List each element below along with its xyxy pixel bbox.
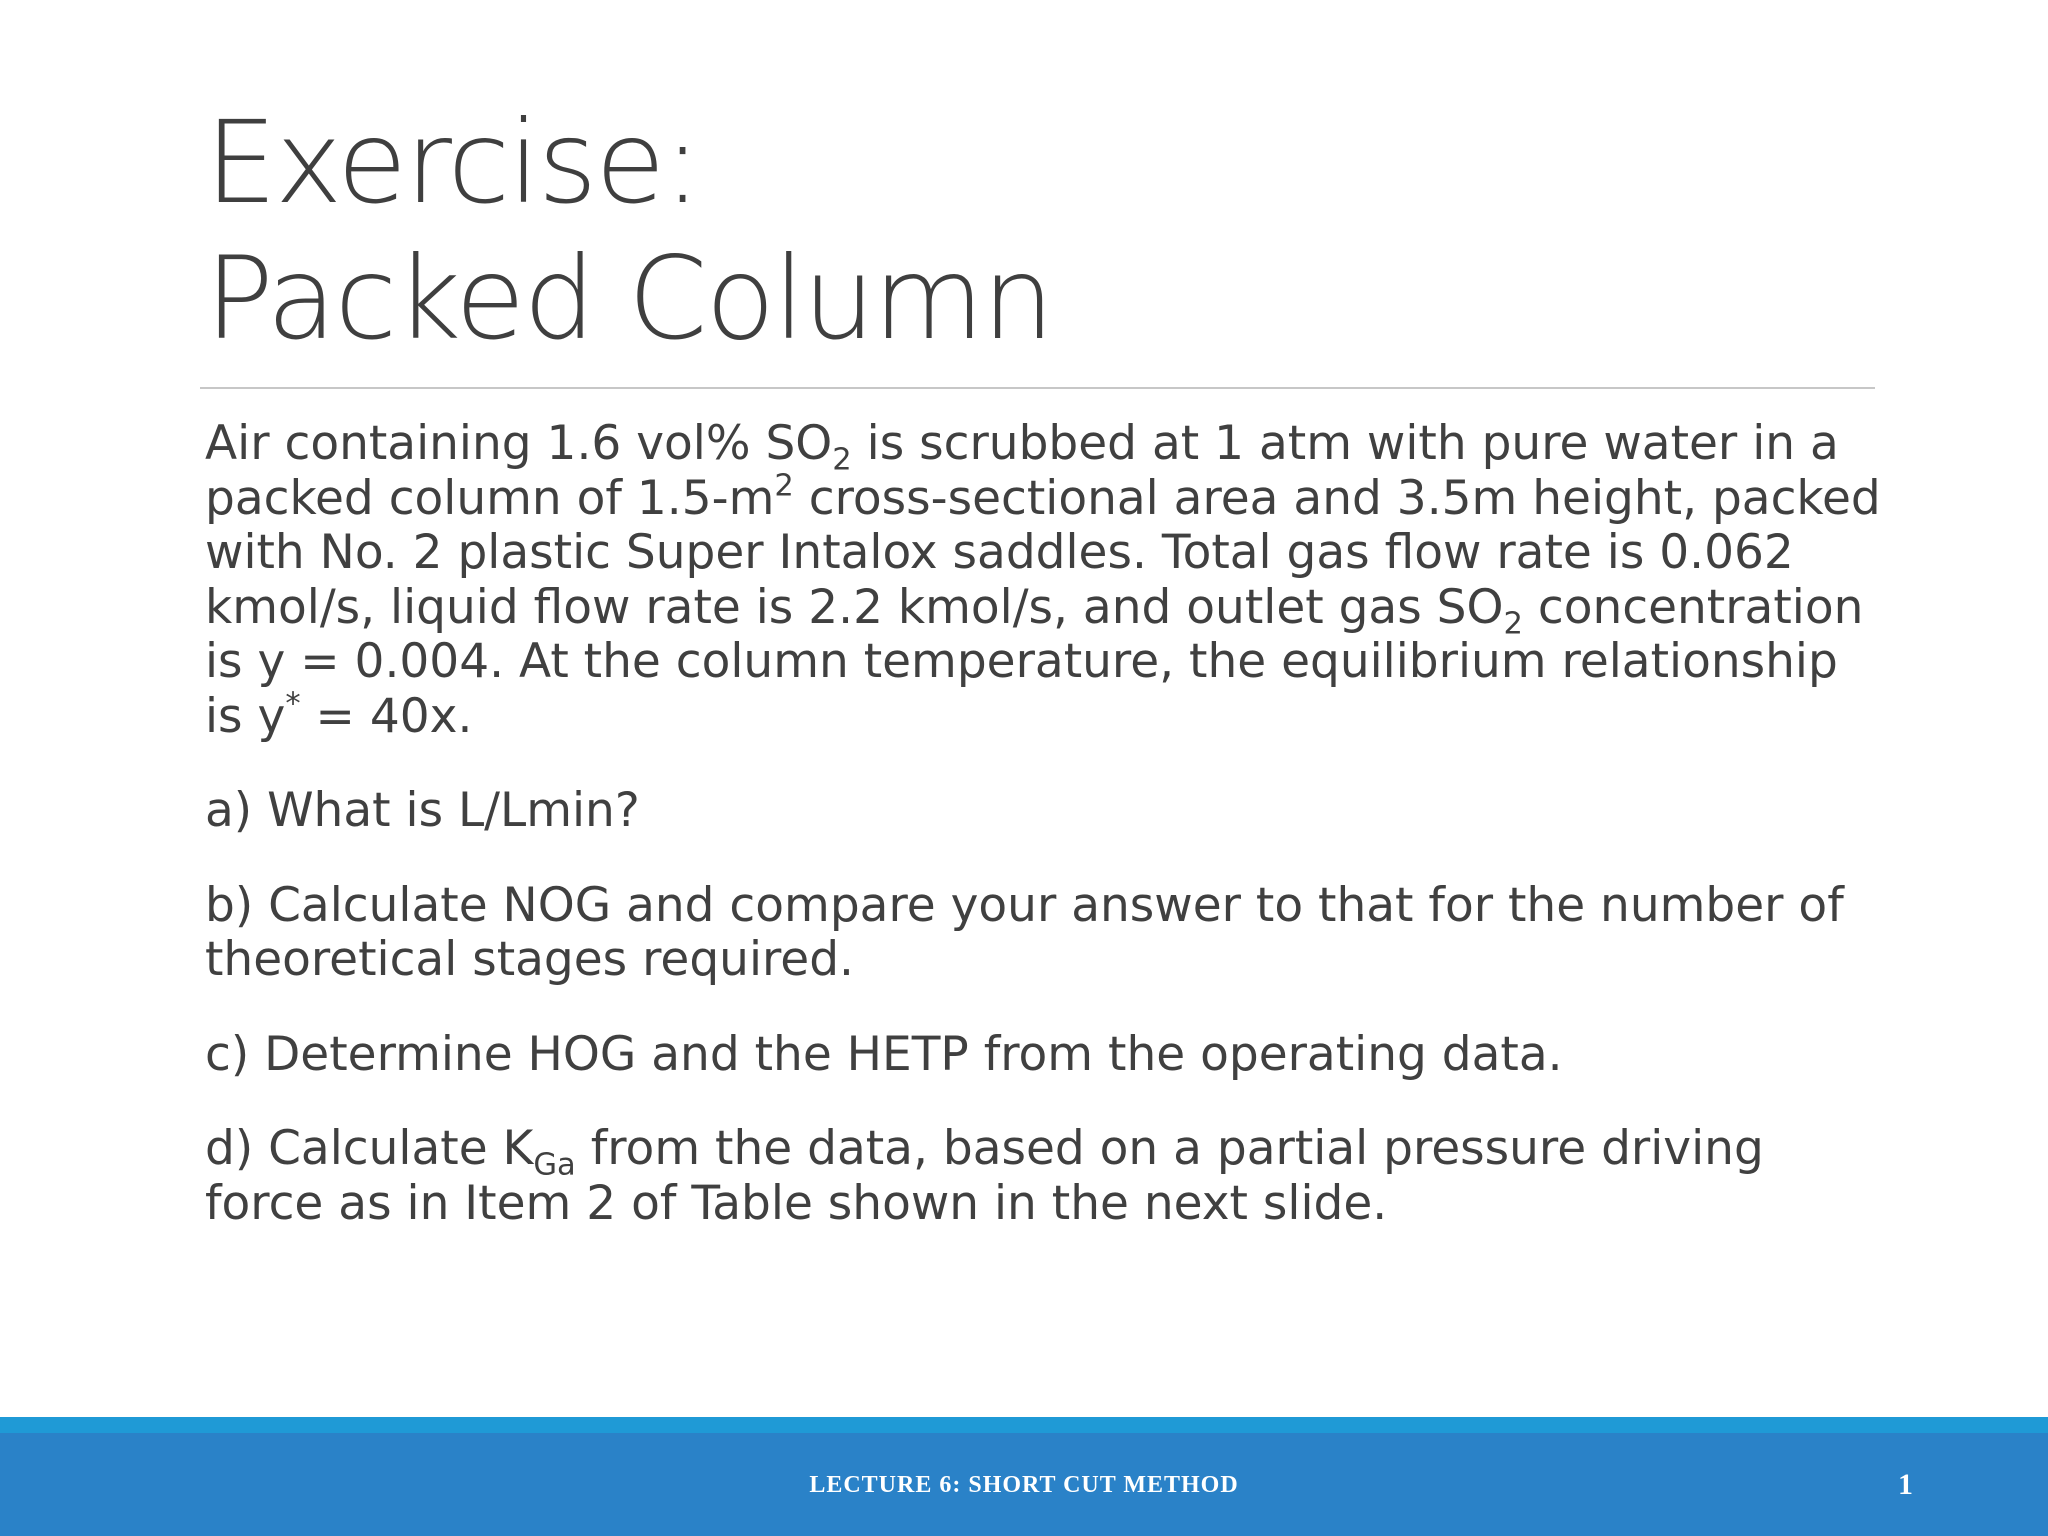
page-number: 1 (1898, 1468, 1913, 1501)
title-divider (200, 387, 1875, 389)
problem-text-2: is scrubbed at 1 atm with pure water in a packed column of 1.5-m (205, 416, 1839, 526)
question-b: b) Calculate NOG and compare your answer to that for the number of theoretical stages required. (205, 877, 1844, 987)
footer-accent-stripe (0, 1417, 2048, 1433)
problem-sup-4: * (285, 686, 301, 722)
problem-sup-2: 2 (774, 468, 794, 504)
question-d-text-1: d) Calculate K (205, 1121, 534, 1176)
slide-title (205, 95, 1052, 367)
title-line-2: Packed Column (205, 232, 1053, 365)
problem-statement (205, 417, 1885, 744)
title-line-1: Exercise: (205, 96, 700, 229)
question-c: c) Determine HOG and the HETP from the operating data. (205, 1026, 1563, 1082)
problem-text-3: cross-sectional area and 3.5m height, packed with No. 2 plastic Super Intalox saddles. Total gas flow rate is 0.062 kmol/s, liquid flow rate is 2.2 kmol/s, and outlet gas SO (205, 470, 1881, 635)
question-d (205, 1122, 1885, 1231)
problem-text-5: = 40x. (300, 688, 473, 744)
problem-sub-1: 2 (832, 442, 852, 478)
question-a: a) What is L/Lmin? (205, 783, 640, 838)
problem-text-4: concentration is y = 0.004. At the column temperature, the equilibrium relationship is y (205, 579, 1864, 744)
slide-body (205, 417, 1885, 1271)
problem-sub-3: 2 (1503, 606, 1523, 642)
footer-label: LECTURE 6: SHORT CUT METHOD (809, 1472, 1239, 1498)
question-d-text-2: from the data, based on a partial pressure driving force as in Item 2 of Table shown in the next slide. (205, 1121, 1764, 1231)
question-d-sub: Ga (533, 1147, 576, 1183)
problem-text-1: Air containing 1.6 vol% SO (205, 416, 833, 471)
